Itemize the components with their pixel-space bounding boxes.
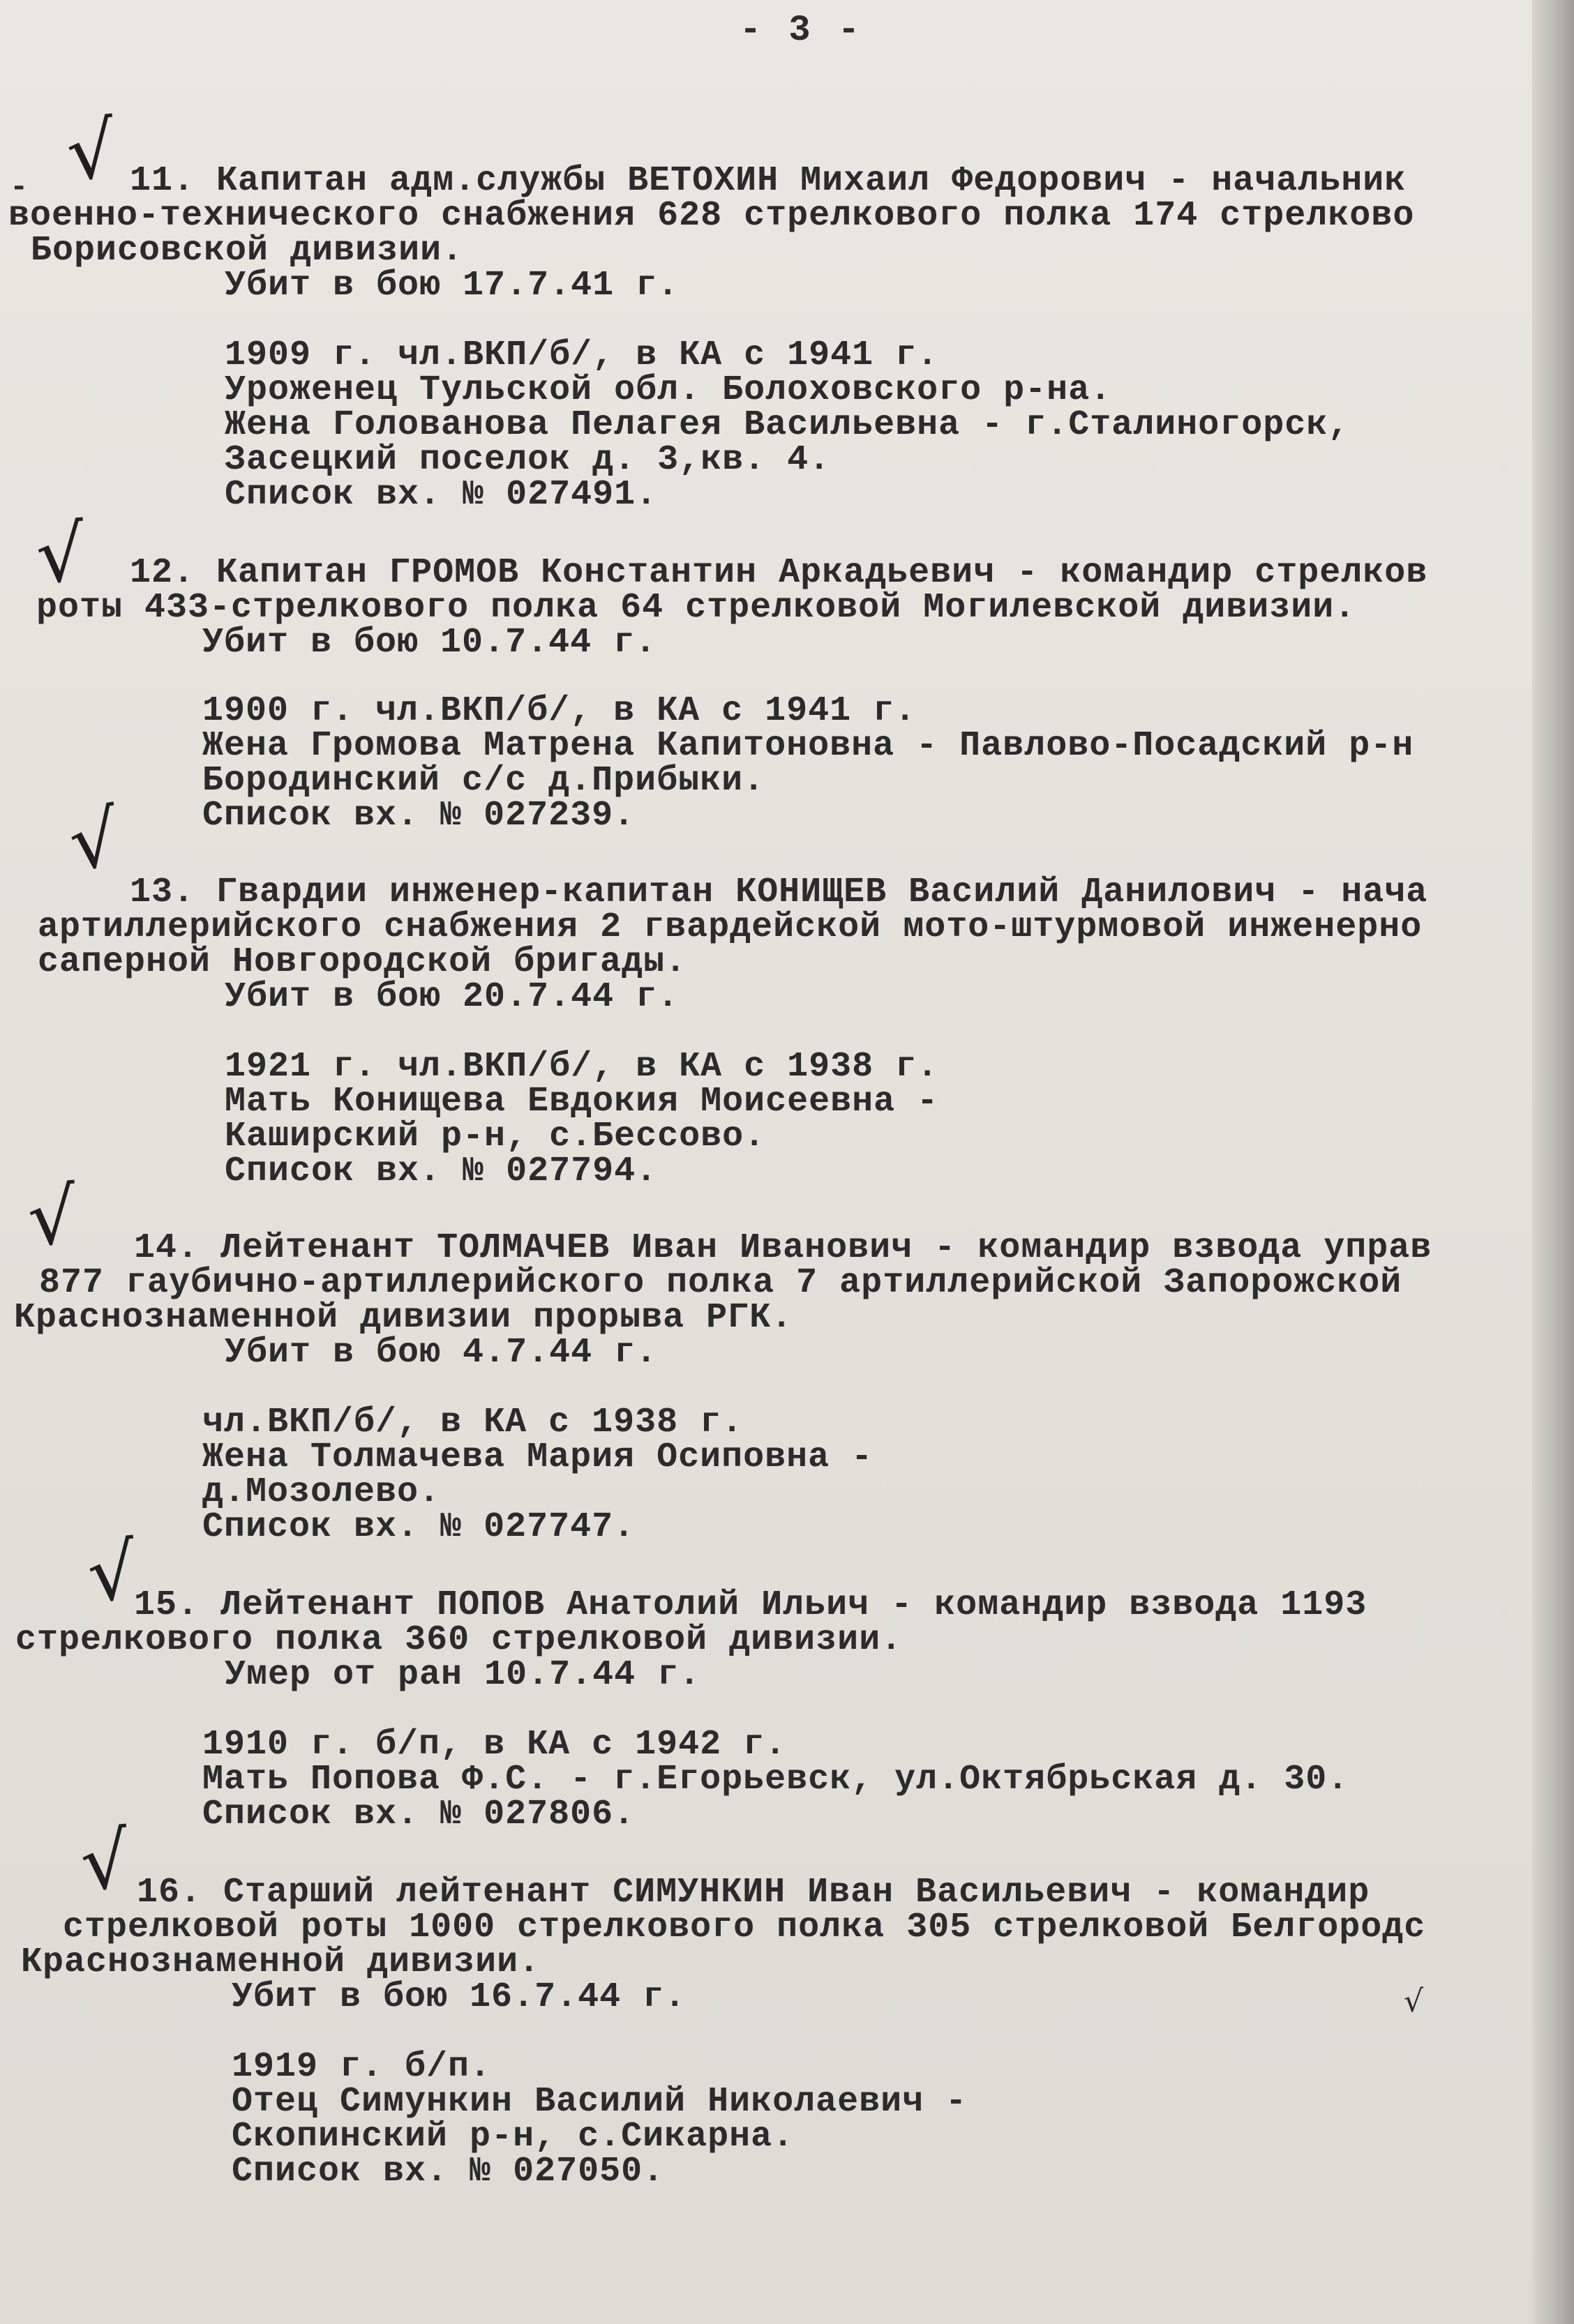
entry-14-line-1: 14. Лейтенант ТОЛМАЧЕВ Иван Иванович - командир взвода управ bbox=[134, 1228, 1432, 1268]
entry-15-died: Умер от ран 10.7.44 г. bbox=[225, 1655, 701, 1695]
check-mark-icon: √ bbox=[76, 1814, 135, 1909]
entry-16-address: Скопинский р-н, с.Сикарна. bbox=[232, 2117, 795, 2157]
entry-13-address: Каширский р-н, с.Бессово. bbox=[225, 1117, 766, 1156]
entry-12-list-number: Список вх. № 027239. bbox=[202, 796, 636, 836]
entry-15-line-1: 15. Лейтенант ПОПОВ Анатолий Ильич - командир взвода 1193 bbox=[134, 1585, 1367, 1625]
entry-16-relative: Отец Симункин Василий Николаевич - bbox=[232, 2082, 968, 2122]
entry-11-killed: Убит в бою 17.7.41 г. bbox=[225, 266, 680, 305]
check-mark-icon: √ bbox=[33, 508, 89, 601]
page-edge-shadow bbox=[1532, 0, 1574, 2324]
entry-14-killed: Убит в бою 4.7.44 г. bbox=[225, 1333, 658, 1373]
entry-14-line-3: Краснознаменной дивизии прорыва РГК. bbox=[14, 1298, 793, 1338]
entry-13-born: 1921 г. чл.ВКП/б/, в КА с 1938 г. bbox=[225, 1047, 939, 1087]
entry-13-relative: Мать Конищева Евдокия Моисеевна - bbox=[225, 1082, 939, 1122]
entry-12-relative: Жена Громова Матрена Капитоновна - Павлово-Посадский р-н bbox=[202, 726, 1414, 766]
entry-14-relative: Жена Толмачева Мария Осиповна - bbox=[202, 1438, 874, 1477]
entry-13-line-2: артиллерийского снабжения 2 гвардейской мото-штурмовой инженерно bbox=[38, 907, 1423, 947]
entry-15-relative: Мать Попова Ф.С. - г.Егорьевск, ул.Октябрьская д. 30. bbox=[202, 1760, 1349, 1799]
entry-15-list-number: Список вх. № 027806. bbox=[202, 1795, 636, 1834]
check-mark-icon: √ bbox=[62, 104, 121, 199]
entry-16-killed: Убит в бою 16.7.44 г. bbox=[232, 1977, 687, 2017]
entry-11-native: Уроженец Тульской обл. Болоховского р-на. bbox=[225, 370, 1112, 410]
entry-12-line-1: 12. Капитан ГРОМОВ Константин Аркадьевич - командир стрелков bbox=[130, 553, 1428, 593]
entry-15-born: 1910 г. б/п, в КА с 1942 г. bbox=[202, 1725, 787, 1765]
check-mark-icon: √ bbox=[24, 1170, 80, 1264]
entry-13-list-number: Список вх. № 027794. bbox=[225, 1152, 658, 1191]
entry-11-born: 1909 г. чл.ВКП/б/, в КА с 1941 г. bbox=[225, 335, 939, 375]
entry-12-killed: Убит в бою 10.7.44 г. bbox=[202, 623, 657, 663]
check-mark-icon: √ bbox=[83, 1525, 142, 1620]
entry-16-line-2: стрелковой роты 1000 стрелкового полка 305 стрелковой Белгородс bbox=[63, 1908, 1426, 1947]
entry-15-line-2: стрелкового полка 360 стрелковой дивизии. bbox=[15, 1620, 903, 1660]
entry-13-line-3: саперной Новгородской бригады. bbox=[38, 942, 687, 982]
entry-11-line-3: Борисовской дивизии. bbox=[31, 231, 464, 271]
page-number: - 3 - bbox=[740, 10, 863, 51]
check-mark-icon: √ bbox=[63, 792, 125, 889]
entry-14-address: д.Мозолево. bbox=[202, 1472, 441, 1512]
small-check-mark-icon: √ bbox=[1404, 1984, 1424, 2019]
entry-11-line-2: военно-технического снабжения 628 стрелкового полка 174 стрелково bbox=[8, 196, 1415, 236]
entry-16-line-1: 16. Старший лейтенант СИМУНКИН Иван Васильевич - командир bbox=[137, 1873, 1370, 1912]
entry-11-list-number: Список вх. № 027491. bbox=[225, 475, 658, 515]
entry-13-killed: Убит в бою 20.7.44 г. bbox=[225, 977, 680, 1017]
entry-12-born: 1900 г. чл.ВКП/б/, в КА с 1941 г. bbox=[202, 691, 917, 731]
entry-16-list-number: Список вх. № 027050. bbox=[232, 2152, 665, 2191]
entry-11-relative: Жена Голованова Пелагея Васильевна - г.Сталиногорск, bbox=[225, 405, 1350, 445]
entry-11-address: Засецкий поселок д. 3,кв. 4. bbox=[225, 440, 831, 480]
entry-11-line-1: 11. Капитан адм.службы ВЕТОХИН Михаил Федорович - начальник bbox=[130, 161, 1407, 201]
entry-13-line-1: 13. Гвардии инженер-капитан КОНИЩЕВ Василий Данилович - нача bbox=[130, 873, 1428, 912]
entry-14-list-number: Список вх. № 027747. bbox=[202, 1507, 636, 1547]
entry-16-line-3: Краснознаменной дивизии. bbox=[21, 1942, 541, 1982]
margin-dash: - bbox=[10, 170, 29, 205]
entry-12-line-2: роты 433-стрелкового полка 64 стрелковой Могилевской дивизии. bbox=[36, 588, 1356, 628]
entry-12-address: Бородинский с/с д.Прибыки. bbox=[202, 761, 765, 801]
entry-16-born: 1919 г. б/п. bbox=[232, 2047, 492, 2087]
entry-14-line-2: 877 гаубично-артиллерийского полка 7 артиллерийской Запорожской bbox=[39, 1263, 1402, 1303]
entry-14-party: чл.ВКП/б/, в КА с 1938 г. bbox=[202, 1403, 744, 1442]
